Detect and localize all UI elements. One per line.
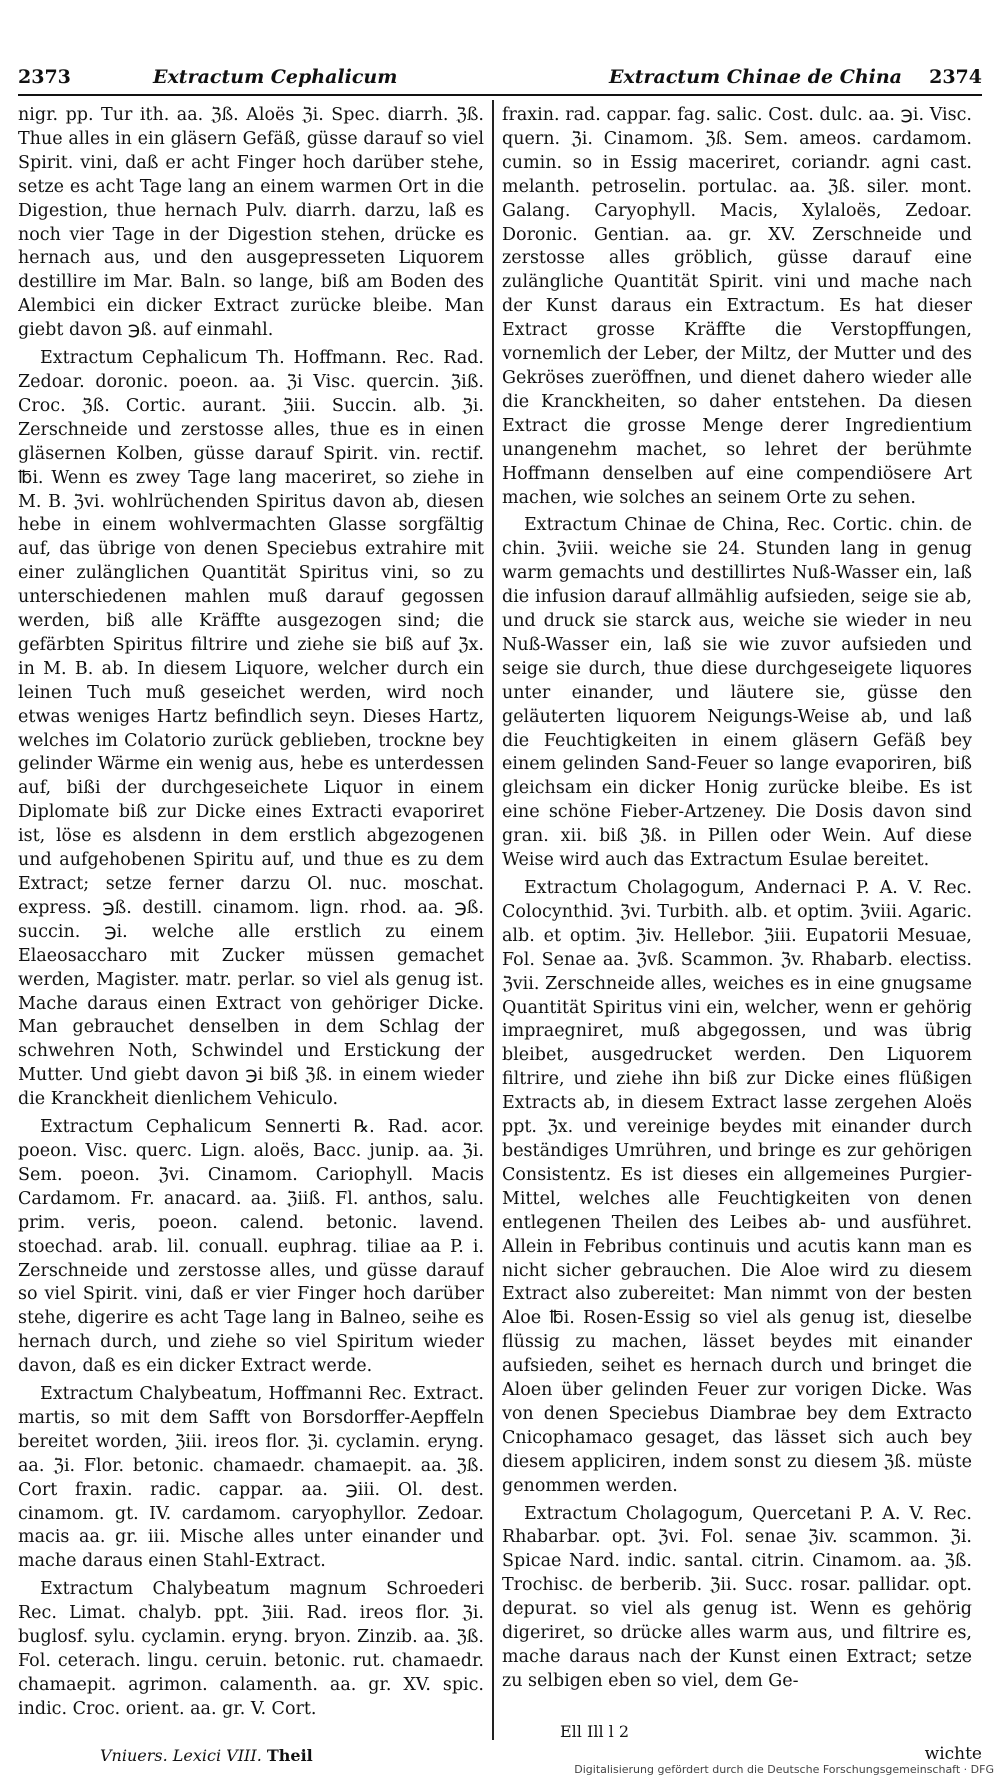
column-divider bbox=[492, 100, 494, 1740]
right-column bbox=[502, 104, 972, 1744]
entry-paragraph: Extractum Cephalicum Sennerti ℞. Rad. acor. poeon. Visc. querc. Lign. aloës, Bacc. junip. aa. ℨi. Sem. poeon. ℨvi. Cinamom. Cariophyll. Macis Cardamom. Fr. anacard. aa. ℨiiß. Fl. anthos, salu. prim. veris, poeon. calend. betonic. lavend. stoechad. arab. lil. conuall. euphrag. tiliae aa P. i. Zerschneide und zerstosse alles, und güsse darauf so viel Spirit. vini, daß er vier Finger hoch darüber stehe, digerire es acht Tage lang in Balneo, seihe es hernach durch, und ziehe so viel Spiritum wieder davon, daß es ein dicker Extract werde. bbox=[18, 1117, 484, 1377]
header-rule bbox=[18, 94, 982, 96]
running-title-right: Extractum Chinae de China bbox=[608, 66, 902, 88]
entry-paragraph: Extractum Cholagogum, Andernaci P. A. V. Rec. Colocynthid. ℨvi. Turbith. alb. et optim. ℨviii. Agaric. alb. et optim. ℨiv. Hellebor. ℨiii. Eupatorii Mesuae, Fol. Senae aa. ℨvß. Scammon. ℨv. Rhabarb. electiss. ℨvii. Zerschneide alles, weiches es in eine gnugsame Quantität Spiritus vini ein, welcher, wenn er gehörig impraegniret, muß abgegossen, und was übrig bleibet, ausgedrucket werden. Den Liquorem filtrire, und ziehe ihn biß zur Dicke eines flüßigen Extracts ab, in diesem Extract lasse zergehen Aloës ppt. ℨx. und vereinige beydes mit einander durch beständiges Umrühren, und bringe es zur gehörigen Consistentz. Es ist dieses ein allgemeines Purgier-Mittel, welches alle Feuchtigkeiten von denen entlegenen Theilen des Leibes ab- und ausführet. Allein in Febribus continuis und acutis kann man es nicht sicher gebrauchen. Die Aloe wird zu diesem Extract also zubereitet: Man nimmt von der besten Aloe ℔i. Rosen-Essig so viel als genug ist, dieselbe flüssig zu machen, lässet beydes mit einander aufsieden, seihet es hernach durch und bringet die Aloen über gelinden Feuer zur vorigen Dicke. Was von denen Speciebus Diambrae bey dem Extracto Cnicophamaco gesaget, das lässet sich auch bey diesem appliciren, indem sonst zu diesem ℨß. müste genommen werden. bbox=[502, 878, 972, 1496]
entry-paragraph: nigr. pp. Tur ith. aa. ℨß. Aloës ℨi. Spec. diarrh. ℨß. Thue alles in ein gläsern Gefäß, güsse darauf so viel Spirit. vini, daß er acht Finger hoch darüber stehe, setze es acht Tage lang an einem warmen Ort in die Digestion, thue hernach Pulv. diarrh. darzu, laß es noch vier Tage in der Digestion stehen, drücke es hernach aus, und den ausgepresseten Liquorem destillire im Mar. Baln. so lange, biß am Boden des Alembici ein dicker Extract zurücke bleibe. Man giebt davon ℈ß. auf einmahl. bbox=[18, 105, 484, 341]
running-header bbox=[18, 66, 982, 96]
entry-paragraph: fraxin. rad. cappar. fag. salic. Cost. dulc. aa. ℈i. Visc. quern. ℨi. Cinamom. ℨß. Sem. ameos. cardamom. cumin. so in Essig maceriret, coriandr. agni cast. melanth. petroselin. portulac. aa. ℨß. siler. mont. Galang. Caryophyll. Macis, Xylaloës, Zedoar. Doronic. Gentian. aa. gr. XV. Zerschneide und zerstosse alles gröblich, güsse darauf eine zulängliche Quantität Spirit. vini und mache nach der Kunst daraus ein Extractum. Es hat dieser Extract grosse Kräffte die Verstopffungen, vornemlich der Leber, der Miltz, der Mutter und des Gekröses zueröffnen, und dienet dahero wieder alle die Kranckheiten, so daher entstehen. Da diesen Extract die grosse Menge derer Ingredientium unangenehm machet, so lehret der berühmte Hoffmann denselben auf eine compendiösere Art machen, wie solches an seinem Orte zu sehen. bbox=[502, 105, 972, 508]
digitization-credit: Digitalisierung gefördert durch die Deutsche Forschungsgemeinschaft · DFG bbox=[574, 1763, 994, 1776]
volume-signature bbox=[100, 1746, 313, 1765]
volume-signature-text: Vniuers. Lexici VIII. bbox=[100, 1746, 262, 1765]
entry-paragraph: Extractum Chalybeatum, Hoffmanni Rec. Extract. martis, so mit dem Safft von Borsdorffer-Aepffeln bereitet worden, ℨiii. ireos flor. ℨi. cyclamin. eryng. aa. ℨi. Flor. betonic. chamaedr. chamaepit. aa. ℨß. Cort fraxin. radic. cappar. aa. ℈iii. Ol. dest. cinamom. gt. IV. cardamom. caryophyllor. Zedoar. macis aa. gr. iii. Mische alles unter einander und mache daraus einen Stahl-Extract. bbox=[18, 1384, 484, 1572]
catchword: wichte bbox=[924, 1744, 982, 1764]
entry-paragraph: Extractum Chalybeatum magnum Schroederi Rec. Limat. chalyb. ppt. ℨiii. Rad. ireos flor. ℨi. buglosf. sylu. cyclamin. eryng. bryon. Zinzib. aa. ℨß. Fol. ceterach. lingu. ceruin. betonic. rut. chamaedr. chamaepit. agrimon. calamenth. aa. gr. XV. spic. indic. Croc. orient. aa. gr. V. Cort. bbox=[18, 1579, 484, 1719]
page-number-left: 2373 bbox=[18, 66, 71, 88]
entry-paragraph: Extractum Chinae de China, Rec. Cortic. chin. de chin. ℨviii. weiche sie 24. Stunden lang in genug warm gemachts und destillirtes Nuß-Wasser ein, laß die infusion darauf allmählig aufsieden, seige sie ab, und druck sie starck aus, weiche sie wieder in neu Nuß-Wasser ein, laß sie wie zuvor aufsieden und seige sie durch, thue diese durchgeseigete liquores unter einander, und läutere sie, güsse den geläuterten liquorem Neigungs-Weise ab, und laß die Feuchtigkeiten in einem gläsern Gefäß bey einem gelinden Sand-Feuer so lange evaporiren, biß gleichsam ein dicker Honig zurücke bleibe. Es ist eine schöne Fieber-Artzeney. Die Dosis davon sind gran. xii. biß ℨß. in Pillen oder Wein. Auf diese Weise wird auch das Extractum Esulae bereitet. bbox=[502, 515, 972, 871]
running-title-left: Extractum Cephalicum bbox=[153, 66, 398, 88]
gathering-signature: Ell Ill l 2 bbox=[560, 1722, 630, 1741]
entry-paragraph: Extractum Cephalicum Th. Hoffmann. Rec. Rad. Zedoar. doronic. poeon. aa. ℨi Visc. quercin. ℨiß. Croc. ℨß. Cortic. aurant. ℨiii. Succin. alb. ℨi. Zerschneide und zerstosse alles, thue es in einen gläsernen Kolben, güsse darauf Spirit. vin. rectif. ℔i. Wenn es zwey Tage lang maceriret, so ziehe in M. B. ℨvi. wohlrüchenden Spiritus davon ab, diesen hebe in einem wohlvermachten Glasse sorgfältig auf, das übrige von denen Speciebus extrahire mit einer zulänglichen Quantität Spiritus vini, so zu unterschiedenen mahlen muß darauf gegossen werden, biß alle Kräffte ausgezogen sind; die gefärbten Spiritus filtrire und ziehe sie biß auf ℨx. in M. B. ab. In diesem Liquore, welcher durch ein leinen Tuch muß geseichet werden, wird noch etwas weniges Hartz befindlich seyn. Dieses Hartz, welches im Colatorio zurück geblieben, trockne bey gelinder Wärme ein wenig aus, hebe es unterdessen auf, bißi der durchgeseichete Liquor in einem Diplomate biß zur Dicke eines Extracti evaporiret ist, löse es alsdenn in dem erstlich abgezogenen und aufgehobenen Spiritu auf, und thue es zu dem Extract; setze ferner darzu Ol. nuc. moschat. express. ℈ß. destill. cinamom. lign. rhod. aa. ℈ß. succin. ℈i. welche alle erstlich zu einem Elaeosaccharo mit Zucker müssen gemachet werden, Magister. matr. perlar. so viel als genug ist. Mache daraus einen Extract von gehöriger Dicke. Man gebrauchet denselben in dem Schlag der schwehren Noth, Schwindel und Erstickung der Mutter. Und giebt davon ℈i biß ℨß. in einem wieder die Kranckheit dienlichem Vehiculo. bbox=[18, 348, 484, 1110]
left-column bbox=[18, 104, 484, 1744]
entry-paragraph: Extractum Cholagogum, Quercetani P. A. V. Rec. Rhabarbar. opt. ℨvi. Fol. senae ℨiv. scammon. ℨi. Spicae Nard. indic. santal. citrin. Cinamom. aa. ℨß. Trochisc. de berberib. ℨii. Succ. rosar. pallidar. opt. depurat. so viel als genug ist. Wenn es gehörig digeriret, so drücke alles warm aus, und filtrire es, mache daraus nach der Kunst einen Extract; setze zu selbigen eben so viel, dem Ge- bbox=[502, 1503, 972, 1691]
page-number-right: 2374 bbox=[929, 66, 982, 88]
volume-part-label: Theil bbox=[266, 1746, 313, 1765]
